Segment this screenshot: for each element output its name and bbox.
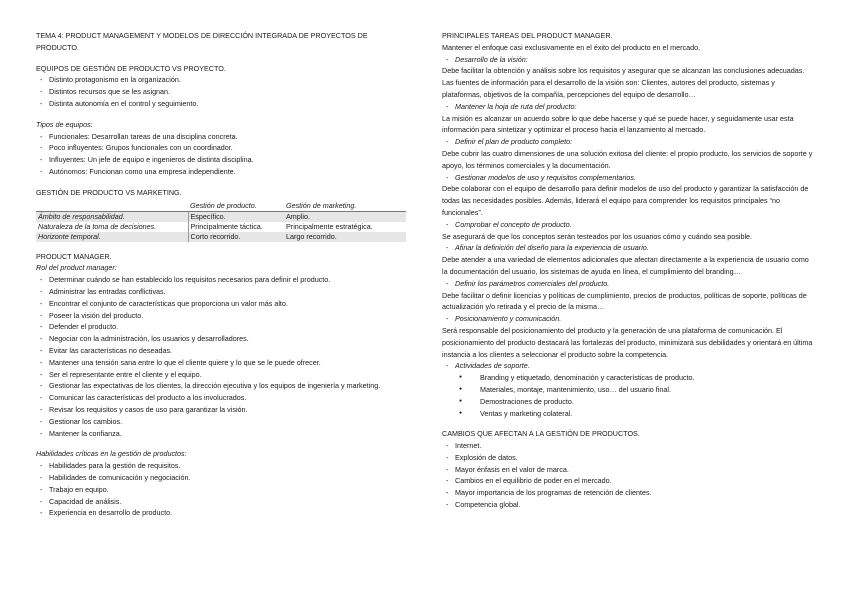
marketing-heading: GESTIÓN DE PRODUCTO VS MARKETING.: [36, 187, 182, 197]
table-header-row: [36, 201, 406, 212]
cambios-heading: CAMBIOS QUE AFECTAN A LA GESTIÓN DE PRODUCTOS.: [442, 429, 640, 439]
list-item: - Determinar cuándo se han establecido los requisitos necesarios para definir el producto.: [36, 274, 396, 286]
section-title: - Afinar la definición del diseño para la experiencia de usuario.: [442, 242, 814, 254]
list-item: - Negociar con la administración, los usuarios y desarrolladores.: [36, 333, 396, 345]
document-title: TEMA 4: PRODUCT MANAGEMENT Y MODELOS DE DIRECCIÓN INTEGRADA DE PROYECTOS DE PRODUCTO.: [36, 31, 368, 52]
list-item: - Explosión de datos.: [442, 452, 814, 464]
list-item: - Internet.: [442, 440, 814, 452]
list-item: ● Demostraciones de producto.: [459, 396, 814, 408]
section-text: La misión es alcanzar un acuerdo sobre lo que debe hacerse y qué se puede hacer, y seguidamente usar esta información para sintetizar y optimizar el proceso hacia el lanzamiento al mercado.: [442, 113, 794, 135]
table-header-cell: Gestión de marketing.: [284, 201, 406, 212]
section-title: - Gestionar modelos de uso y requisitos complementarios.: [442, 172, 814, 184]
list-item: ● Branding y etiquetado, denominación y características de producto.: [459, 372, 814, 384]
section-title: - Posicionamiento y comunicación.: [442, 313, 814, 325]
tareas-intro: Mantener el enfoque casi exclusivamente en el éxito del producto en el mercado.: [442, 42, 701, 52]
list-item: - Cambios en el equilibrio de poder en el mercado.: [442, 475, 814, 487]
list-item: - Mayor importancia de los programas de retención de clientes.: [442, 487, 814, 499]
list-item: - Gestionar los cambios.: [36, 416, 396, 428]
left-column: [36, 30, 396, 519]
section-title: - Mantener la hoja de ruta del producto:: [442, 101, 814, 113]
soporte-list: [442, 372, 814, 419]
list-item: - Administrar las entradas conflictivas.: [36, 286, 396, 298]
section-title: - Definir los parámetros comerciales del producto.: [442, 278, 814, 290]
list-item: - Autónomos: Funcionan como una empresa independiente.: [36, 166, 396, 178]
table-row: [36, 222, 406, 232]
list-item: - Distintos recursos que se les asignan.: [36, 86, 396, 98]
right-column: [442, 30, 814, 511]
rol-list: [36, 274, 396, 439]
table-header-cell: [36, 201, 188, 212]
habilidades-list: [36, 460, 396, 519]
list-item: - Capacidad de análisis.: [36, 496, 396, 508]
comparison-table: [36, 201, 406, 242]
tareas-heading: PRINCIPALES TAREAS DEL PRODUCT MANAGER.: [442, 31, 613, 40]
list-item: - Comunicar las características del producto a los involucrados.: [36, 392, 396, 404]
list-item: - Evitar las características no deseadas.: [36, 345, 396, 357]
list-item: - Influyentes: Un jefe de equipo e ingenieros de distinta disciplina.: [36, 154, 396, 166]
list-item: - Defender el producto.: [36, 321, 396, 333]
soporte-title: - Actividades de soporte.: [442, 360, 814, 372]
table-cell: Principalmente estratégica.: [286, 221, 373, 231]
list-item: - Trabajo en equipo.: [36, 484, 396, 496]
section-title: - Desarrollo de la visión:: [442, 54, 814, 66]
table-cell: Corto recorrido.: [188, 232, 284, 242]
equipos-list: [36, 74, 396, 109]
list-item: - Mantener la confianza.: [36, 428, 396, 440]
list-item: - Encontrar el conjunto de características que proporciona un valor más alto.: [36, 298, 396, 310]
section-text: Será responsable del posicionamiento del producto y la generación de una plataforma de comunicación. El posicionamiento del producto destacará las fortalezas del producto, minimizará sus debilidades y orientará en última instancia a los clientes a seleccionar el producto sobre la competencia.: [442, 325, 813, 359]
list-item: - Funcionales: Desarrollan tareas de una disciplina concreta.: [36, 131, 396, 143]
table-row: [36, 211, 406, 222]
list-item: - Gestionar las expectativas de los clientes, la dirección ejecutiva y los equipos de ingeniería y marketing.: [36, 380, 396, 392]
list-item: - Experiencia en desarrollo de producto.: [36, 507, 396, 519]
tipos-list: [36, 131, 396, 178]
habilidades-heading: Habilidades críticas en la gestión de productos:: [36, 449, 187, 459]
list-item: - Mantener una tensión sana entre lo que el cliente quiere y lo que se le puede ofrecer.: [36, 357, 396, 369]
pm-heading: PRODUCT MANAGER.: [36, 251, 112, 261]
list-item: - Ser el representante entre el cliente y el equipo.: [36, 369, 396, 381]
table-row: [36, 232, 406, 242]
list-item: - Poseer la visión del producto.: [36, 310, 396, 322]
list-item: - Habilidades para la gestión de requisitos.: [36, 460, 396, 472]
rol-heading: Rol del product manager:: [36, 263, 117, 273]
table-header-cell: Gestión de producto.: [188, 201, 284, 212]
list-item: - Distinto protagonismo en la organización.: [36, 74, 396, 86]
table-cell: Largo recorrido.: [284, 232, 406, 242]
section-text: Se asegurará de que los conceptos serán testeados por los usuarios cómo y cuándo sea posible.: [442, 231, 753, 241]
section-text: Debe facilitar o definir licencias y políticas de cumplimiento, precios de productos, políticas de soporte, políticas de actualización y/o retirada y el precio de la misma…: [442, 290, 807, 312]
section-text: Debe colaborar con el equipo de desarrollo para definir modelos de uso del producto y garantizar la satisfacción de todas las necesidades posibles. Además, liderará el equipo para comprender los requisitos principales “no funcionales”.: [442, 184, 809, 217]
list-item: - Competencia global.: [442, 499, 814, 511]
tipos-heading: Tipos de equipos:: [36, 119, 93, 129]
list-item: - Mayor énfasis en el valor de marca.: [442, 464, 814, 476]
list-item: ● Ventas y marketing colateral.: [459, 408, 814, 420]
list-item: - Poco influyentes: Grupos funcionales con un coordinador.: [36, 142, 396, 154]
table-cell: Amplio.: [284, 211, 406, 222]
table-cell: Ámbito de responsabilidad.: [36, 211, 188, 222]
table-cell: Específico.: [188, 211, 284, 222]
section-title: - Comprobar el concepto de producto.: [442, 219, 814, 231]
table-cell: Naturaleza de la toma de decisiones.: [38, 221, 157, 231]
list-item: ● Materiales, montaje, mantenimiento, uso… del usuario final.: [459, 384, 814, 396]
cambios-list: [442, 440, 814, 511]
list-item: - Revisar los requisitos y casos de uso para garantizar la visión.: [36, 404, 396, 416]
list-item: - Habilidades de comunicación y negociación.: [36, 472, 396, 484]
list-item: - Distinta autonomía en el control y seguimiento.: [36, 98, 396, 110]
section-text: Debe atender a una variedad de elementos adicionales que afectan directamente a la experiencia de usuario como la documentación del usuario, los sistemas de ayuda en línea, el cumplimiento del branding…: [442, 255, 809, 276]
section-text: Debe facilitar la obtención y análisis sobre los requisitos y asegurar que se alcanzan las conclusiones adecuadas. Las fuentes de información para el desarrollo de la visión son: Clientes, autores del producto, sistemas y plataformas, objetivos de la compañía, percepciones del equipo de desarrollo…: [442, 66, 805, 99]
table-cell: Horizonte temporal.: [36, 232, 188, 242]
section-text: Debe cubrir las cuatro dimensiones de una solución exitosa del cliente: el propio producto, los servicios de soporte y apoyo, los términos comerciales y la documentación.: [442, 148, 813, 170]
section-title: - Definir el plan de producto completo:: [442, 136, 814, 148]
equipos-heading: EQUIPOS DE GESTIÓN DE PRODUCTO VS PROYECTO.: [36, 63, 226, 73]
table-cell: Principalmente táctica.: [188, 222, 284, 232]
